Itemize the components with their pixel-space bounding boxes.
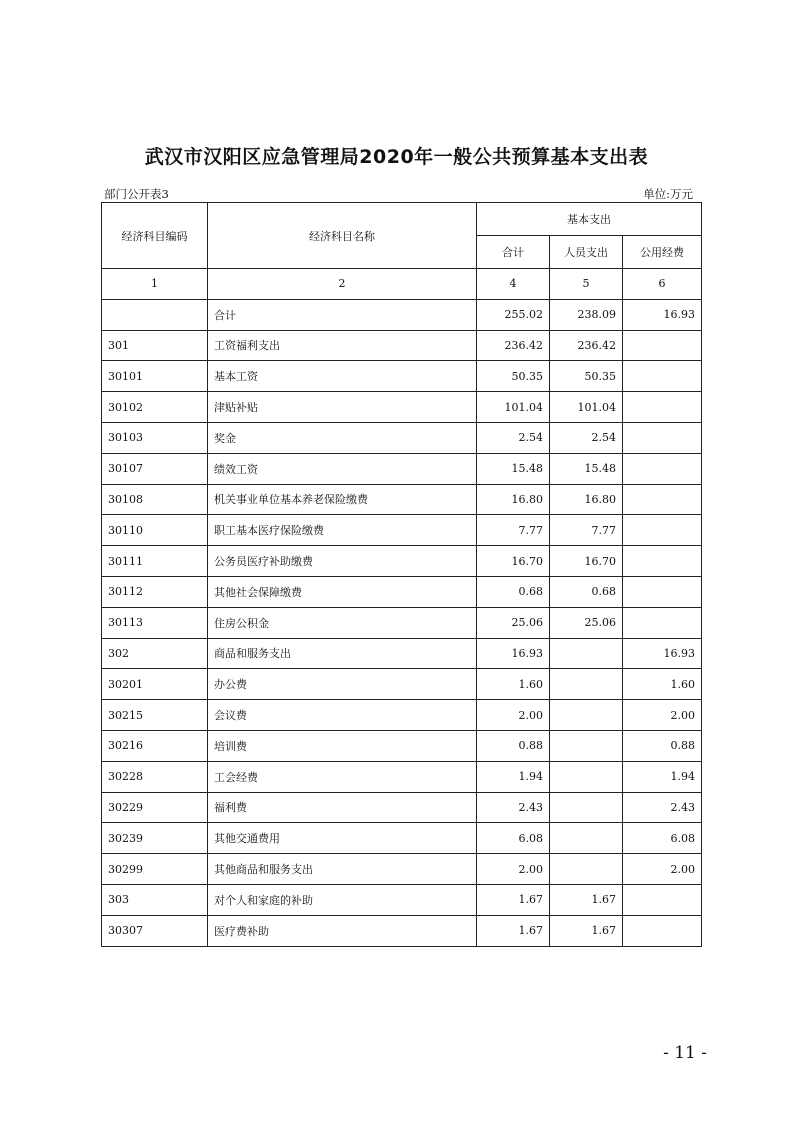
cell-total: 7.77 (477, 515, 550, 546)
cell-personnel (550, 669, 623, 700)
cell-name: 其他交通费用 (208, 823, 477, 854)
cell-total: 6.08 (477, 823, 550, 854)
header-row (102, 203, 702, 236)
col-index-code: 1 (102, 269, 208, 300)
table-row (102, 730, 702, 761)
cell-code: 30201 (102, 669, 208, 700)
cell-personnel: 1.67 (550, 915, 623, 946)
header-code: 经济科目编码 (102, 203, 208, 269)
table-row (102, 330, 702, 361)
cell-code: 30215 (102, 700, 208, 731)
cell-name: 绩效工资 (208, 453, 477, 484)
cell-code: 303 (102, 884, 208, 915)
cell-total: 15.48 (477, 453, 550, 484)
table-row (102, 576, 702, 607)
cell-total: 2.54 (477, 422, 550, 453)
table-row (102, 884, 702, 915)
cell-code: 301 (102, 330, 208, 361)
cell-code: 30112 (102, 576, 208, 607)
cell-personnel (550, 638, 623, 669)
table-row (102, 700, 702, 731)
table-row (102, 669, 702, 700)
table-row (102, 854, 702, 885)
cell-total: 2.00 (477, 700, 550, 731)
table-row (102, 299, 702, 330)
cell-public (623, 607, 702, 638)
cell-public: 16.93 (623, 638, 702, 669)
cell-name: 培训费 (208, 730, 477, 761)
table-row (102, 823, 702, 854)
cell-public (623, 453, 702, 484)
header-personnel: 人员支出 (550, 236, 623, 269)
cell-code: 30299 (102, 854, 208, 885)
cell-total: 16.93 (477, 638, 550, 669)
cell-public (623, 576, 702, 607)
col-index-public: 6 (623, 269, 702, 300)
cell-personnel: 2.54 (550, 422, 623, 453)
cell-name: 公务员医疗补助缴费 (208, 546, 477, 577)
cell-code: 30239 (102, 823, 208, 854)
cell-personnel: 25.06 (550, 607, 623, 638)
header-name: 经济科目名称 (208, 203, 477, 269)
cell-public: 1.94 (623, 761, 702, 792)
cell-public: 16.93 (623, 299, 702, 330)
cell-name: 基本工资 (208, 361, 477, 392)
table-row (102, 607, 702, 638)
cell-personnel: 15.48 (550, 453, 623, 484)
cell-name: 商品和服务支出 (208, 638, 477, 669)
cell-total: 101.04 (477, 392, 550, 423)
header-basic-expenditure: 基本支出 (477, 203, 702, 236)
cell-total: 0.88 (477, 730, 550, 761)
cell-public (623, 515, 702, 546)
cell-code: 302 (102, 638, 208, 669)
cell-public (623, 422, 702, 453)
cell-personnel (550, 730, 623, 761)
cell-personnel: 101.04 (550, 392, 623, 423)
cell-name: 福利费 (208, 792, 477, 823)
cell-code: 30216 (102, 730, 208, 761)
cell-total: 16.80 (477, 484, 550, 515)
cell-total: 1.67 (477, 884, 550, 915)
cell-code: 30111 (102, 546, 208, 577)
cell-name: 合计 (208, 299, 477, 330)
cell-total: 255.02 (477, 299, 550, 330)
cell-code: 30113 (102, 607, 208, 638)
cell-total: 1.60 (477, 669, 550, 700)
cell-public: 6.08 (623, 823, 702, 854)
cell-name: 住房公积金 (208, 607, 477, 638)
cell-personnel: 16.80 (550, 484, 623, 515)
cell-public (623, 484, 702, 515)
cell-public: 1.60 (623, 669, 702, 700)
cell-total: 2.43 (477, 792, 550, 823)
cell-public (623, 330, 702, 361)
unit-label: 单位:万元 (643, 187, 693, 201)
cell-name: 其他社会保障缴费 (208, 576, 477, 607)
cell-code: 30108 (102, 484, 208, 515)
cell-total: 2.00 (477, 854, 550, 885)
cell-total: 1.67 (477, 915, 550, 946)
cell-personnel (550, 823, 623, 854)
cell-personnel: 50.35 (550, 361, 623, 392)
table-row (102, 361, 702, 392)
cell-personnel: 7.77 (550, 515, 623, 546)
cell-personnel: 16.70 (550, 546, 623, 577)
page-number: - 11 - (663, 1043, 707, 1063)
cell-name: 职工基本医疗保险缴费 (208, 515, 477, 546)
table-row (102, 761, 702, 792)
cell-code: 30101 (102, 361, 208, 392)
cell-name: 津贴补贴 (208, 392, 477, 423)
cell-personnel (550, 761, 623, 792)
cell-personnel (550, 700, 623, 731)
cell-public: 2.00 (623, 700, 702, 731)
cell-total: 16.70 (477, 546, 550, 577)
cell-total: 0.68 (477, 576, 550, 607)
col-index-total: 4 (477, 269, 550, 300)
cell-total: 50.35 (477, 361, 550, 392)
cell-personnel (550, 854, 623, 885)
cell-code: 30107 (102, 453, 208, 484)
table-row (102, 515, 702, 546)
cell-total: 25.06 (477, 607, 550, 638)
cell-total: 236.42 (477, 330, 550, 361)
cell-name: 办公费 (208, 669, 477, 700)
cell-name: 其他商品和服务支出 (208, 854, 477, 885)
table-row (102, 453, 702, 484)
column-index-row (102, 269, 702, 300)
header-total: 合计 (477, 236, 550, 269)
cell-personnel: 238.09 (550, 299, 623, 330)
cell-public (623, 361, 702, 392)
header-public: 公用经费 (623, 236, 702, 269)
cell-personnel: 1.67 (550, 884, 623, 915)
cell-public: 2.43 (623, 792, 702, 823)
cell-code: 30229 (102, 792, 208, 823)
table-row (102, 638, 702, 669)
cell-name: 机关事业单位基本养老保险缴费 (208, 484, 477, 515)
table-row (102, 792, 702, 823)
cell-code (102, 299, 208, 330)
cell-name: 医疗费补助 (208, 915, 477, 946)
table-row (102, 915, 702, 946)
form-label: 部门公开表3 (104, 187, 169, 201)
cell-code: 30228 (102, 761, 208, 792)
budget-table (101, 202, 702, 947)
cell-name: 会议费 (208, 700, 477, 731)
cell-name: 工资福利支出 (208, 330, 477, 361)
cell-code: 30110 (102, 515, 208, 546)
table-row (102, 546, 702, 577)
cell-code: 30307 (102, 915, 208, 946)
cell-total: 1.94 (477, 761, 550, 792)
cell-public: 2.00 (623, 854, 702, 885)
col-index-name: 2 (208, 269, 477, 300)
cell-name: 对个人和家庭的补助 (208, 884, 477, 915)
table-row (102, 392, 702, 423)
col-index-personnel: 5 (550, 269, 623, 300)
cell-public (623, 546, 702, 577)
cell-personnel: 0.68 (550, 576, 623, 607)
page-title: 武汉市汉阳区应急管理局2020年一般公共预算基本支出表 (144, 146, 649, 168)
cell-name: 奖金 (208, 422, 477, 453)
cell-code: 30103 (102, 422, 208, 453)
table-row (102, 484, 702, 515)
cell-code: 30102 (102, 392, 208, 423)
cell-public (623, 915, 702, 946)
cell-public (623, 884, 702, 915)
cell-personnel (550, 792, 623, 823)
cell-personnel: 236.42 (550, 330, 623, 361)
cell-name: 工会经费 (208, 761, 477, 792)
cell-public: 0.88 (623, 730, 702, 761)
table-row (102, 422, 702, 453)
cell-public (623, 392, 702, 423)
